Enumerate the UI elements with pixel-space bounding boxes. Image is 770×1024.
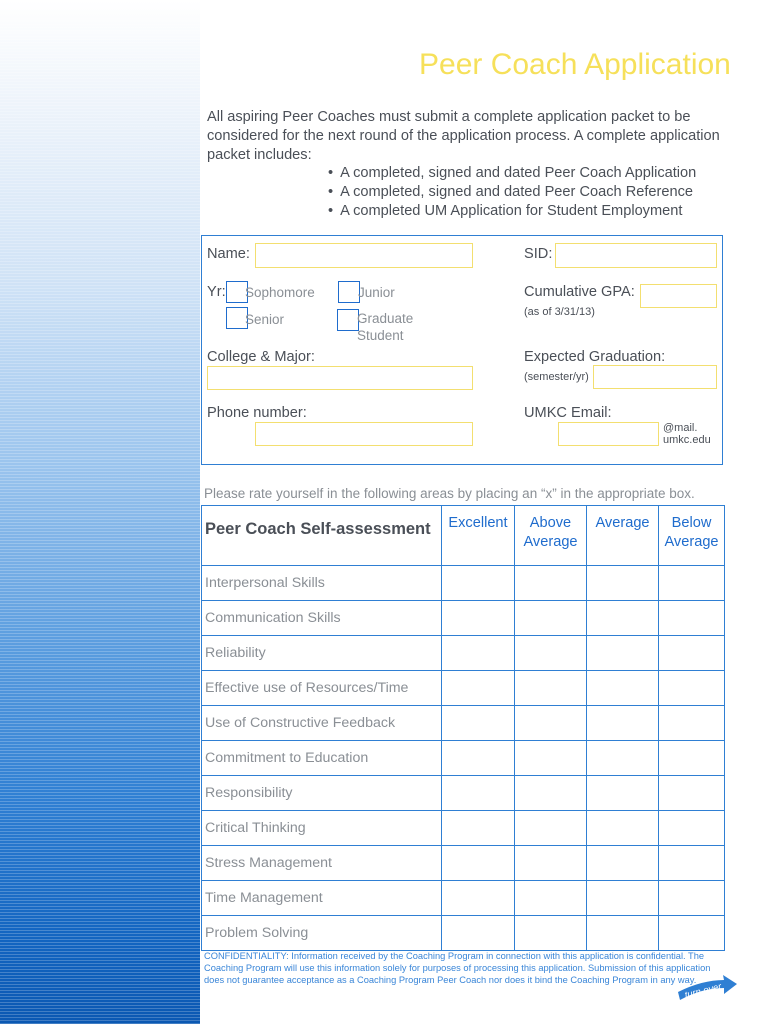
expected-graduation-field[interactable] bbox=[593, 365, 717, 389]
rating-cell[interactable] bbox=[515, 776, 587, 811]
rating-cell[interactable] bbox=[515, 671, 587, 706]
skill-label: Critical Thinking bbox=[202, 811, 442, 846]
rating-cell[interactable] bbox=[442, 811, 515, 846]
graduate-student-checkbox[interactable] bbox=[337, 309, 359, 331]
rating-cell[interactable] bbox=[659, 671, 725, 706]
page-title: Peer Coach Application bbox=[419, 48, 731, 81]
rating-cell[interactable] bbox=[515, 916, 587, 951]
skill-label: Reliability bbox=[202, 636, 442, 671]
rating-cell[interactable] bbox=[515, 881, 587, 916]
table-title: Peer Coach Self-assessment bbox=[202, 506, 442, 566]
gpa-field[interactable] bbox=[640, 284, 717, 308]
gpa-label: Cumulative GPA: bbox=[524, 284, 635, 300]
rating-cell[interactable] bbox=[587, 706, 659, 741]
rating-cell[interactable] bbox=[515, 566, 587, 601]
rating-cell[interactable] bbox=[515, 601, 587, 636]
rating-cell[interactable] bbox=[442, 741, 515, 776]
rating-cell[interactable] bbox=[442, 566, 515, 601]
rating-cell[interactable] bbox=[587, 881, 659, 916]
table-row bbox=[202, 846, 725, 881]
rating-cell[interactable] bbox=[442, 846, 515, 881]
table-row bbox=[202, 741, 725, 776]
list-item: • A completed, signed and dated Peer Coach Reference bbox=[328, 183, 696, 202]
rating-cell[interactable] bbox=[587, 566, 659, 601]
decorative-sidebar bbox=[0, 0, 200, 1024]
rating-cell[interactable] bbox=[442, 636, 515, 671]
gpa-note: (as of 3/31/13) bbox=[524, 306, 595, 318]
rating-cell[interactable] bbox=[442, 776, 515, 811]
table-row bbox=[202, 566, 725, 601]
sophomore-option-label: Sophomore bbox=[245, 285, 315, 300]
rating-cell[interactable] bbox=[515, 741, 587, 776]
rating-cell[interactable] bbox=[659, 846, 725, 881]
senior-option-label: Senior bbox=[245, 312, 285, 327]
skill-label: Interpersonal Skills bbox=[202, 566, 442, 601]
table-row bbox=[202, 636, 725, 671]
expected-graduation-label: Expected Graduation: bbox=[524, 349, 666, 365]
rating-cell[interactable] bbox=[659, 776, 725, 811]
rating-cell[interactable] bbox=[587, 776, 659, 811]
rating-cell[interactable] bbox=[659, 916, 725, 951]
rating-instructions: Please rate yourself in the following areas by placing an “x” in the appropriate box. bbox=[204, 486, 695, 501]
table-row bbox=[202, 671, 725, 706]
email-field[interactable] bbox=[558, 422, 659, 446]
graduate-student-option-label: Graduate Student bbox=[357, 311, 414, 343]
rating-cell[interactable] bbox=[587, 916, 659, 951]
college-major-label: College & Major: bbox=[207, 349, 315, 365]
rating-cell[interactable] bbox=[587, 741, 659, 776]
skill-label: Commitment to Education bbox=[202, 741, 442, 776]
graduation-note: (semester/yr) bbox=[524, 371, 589, 383]
rating-cell[interactable] bbox=[442, 706, 515, 741]
confidentiality-notice: CONFIDENTIALITY: Information received by the Coaching Program in connection with this application is confidential. The Coaching Program will use this information solely for purposes of processing this application. Submission of this application does not guarantee acceptance as a Coaching Program Peer Coach nor does it bind the Coaching Program in any way. bbox=[204, 951, 711, 986]
junior-checkbox[interactable] bbox=[338, 281, 360, 303]
turn-over-arrow-icon bbox=[676, 974, 738, 1004]
table-row bbox=[202, 916, 725, 951]
rating-cell[interactable] bbox=[515, 811, 587, 846]
year-label: Yr: bbox=[207, 284, 226, 300]
email-domain-line2: umkc.edu bbox=[663, 434, 711, 446]
rating-cell[interactable] bbox=[659, 636, 725, 671]
skill-label: Problem Solving bbox=[202, 916, 442, 951]
table-row bbox=[202, 706, 725, 741]
skill-label: Communication Skills bbox=[202, 601, 442, 636]
skill-label: Stress Management bbox=[202, 846, 442, 881]
rating-cell[interactable] bbox=[587, 811, 659, 846]
column-header-average: Average bbox=[587, 506, 659, 566]
name-field[interactable] bbox=[255, 243, 473, 268]
email-domain-line1: @mail. bbox=[663, 422, 698, 434]
table-row bbox=[202, 776, 725, 811]
rating-cell[interactable] bbox=[659, 566, 725, 601]
rating-cell[interactable] bbox=[587, 671, 659, 706]
rating-cell[interactable] bbox=[587, 636, 659, 671]
intro-text: All aspiring Peer Coaches must submit a complete application packet to be considered for the next round of the application process. A complete application packet includes: bbox=[207, 109, 720, 163]
rating-cell[interactable] bbox=[659, 601, 725, 636]
rating-cell[interactable] bbox=[659, 741, 725, 776]
rating-cell[interactable] bbox=[587, 601, 659, 636]
rating-cell[interactable] bbox=[587, 846, 659, 881]
column-header-excellent: Excellent bbox=[442, 506, 515, 566]
skill-label: Effective use of Resources/Time bbox=[202, 671, 442, 706]
table-row bbox=[202, 881, 725, 916]
list-item: • A completed UM Application for Student Employment bbox=[328, 202, 696, 221]
rating-cell[interactable] bbox=[515, 706, 587, 741]
college-major-field[interactable] bbox=[207, 366, 473, 390]
rating-cell[interactable] bbox=[442, 881, 515, 916]
rating-cell[interactable] bbox=[515, 636, 587, 671]
list-item: • A completed, signed and dated Peer Coach Application bbox=[328, 164, 696, 183]
rating-cell[interactable] bbox=[659, 811, 725, 846]
self-assessment-table bbox=[201, 505, 725, 951]
rating-cell[interactable] bbox=[442, 916, 515, 951]
rating-cell[interactable] bbox=[659, 706, 725, 741]
table-row bbox=[202, 811, 725, 846]
table-row bbox=[202, 601, 725, 636]
email-label: UMKC Email: bbox=[524, 405, 612, 421]
skill-label: Use of Constructive Feedback bbox=[202, 706, 442, 741]
skill-label: Time Management bbox=[202, 881, 442, 916]
rating-cell[interactable] bbox=[442, 601, 515, 636]
junior-option-label: Junior bbox=[358, 285, 395, 300]
column-header-below-average: Below Average bbox=[659, 506, 725, 566]
rating-cell[interactable] bbox=[515, 846, 587, 881]
phone-label: Phone number: bbox=[207, 405, 307, 421]
rating-cell[interactable] bbox=[442, 671, 515, 706]
requirements-list bbox=[328, 164, 696, 221]
rating-cell[interactable] bbox=[659, 881, 725, 916]
sid-field[interactable] bbox=[555, 243, 717, 268]
sid-label: SID: bbox=[524, 246, 553, 262]
column-header-above-average: Above Average bbox=[515, 506, 587, 566]
name-label: Name: bbox=[207, 246, 250, 262]
phone-field[interactable] bbox=[255, 422, 473, 446]
skill-label: Responsibility bbox=[202, 776, 442, 811]
turn-over-label: turn over bbox=[683, 981, 723, 1002]
